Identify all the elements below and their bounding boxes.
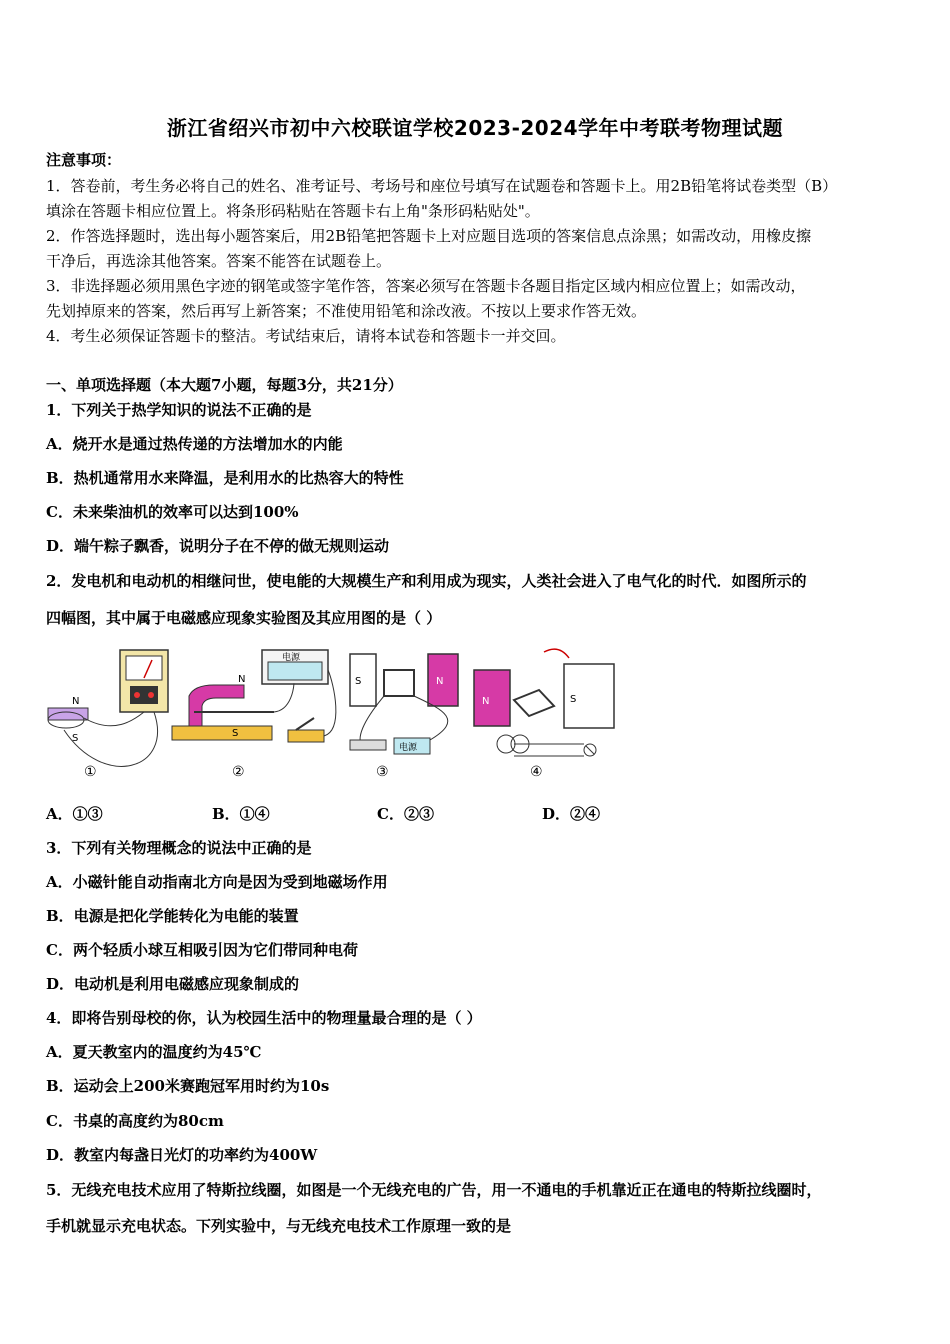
q5-stem-line2: 手机就显示充电状态。下列实验中，与无线充电技术工作原理一致的是	[46, 1217, 512, 1235]
q3-option-d: D．电动机是利用电磁感应现象制成的	[46, 975, 300, 993]
q4-option-c: C．书桌的高度约为80cm	[46, 1112, 224, 1130]
q2-stem-line1: 2．发电机和电动机的相继问世，使电能的大规模生产和利用成为现实，人类社会进入了电气化的时代．如图所示的	[46, 572, 807, 590]
page-title: 浙江省绍兴市初中六校联谊学校2023-2024学年中考联考物理试题	[166, 116, 784, 140]
q2-option-c: C．②③	[377, 805, 434, 823]
q4-option-d: D．教室内每盏日光灯的功率约为400W	[46, 1146, 318, 1164]
q4-option-b: B．运动会上200米赛跑冠军用时约为10s	[46, 1077, 330, 1095]
q3-option-a: A．小磁针能自动指南北方向是因为受到地磁场作用	[46, 873, 388, 891]
fig1-s-label: S	[72, 733, 79, 744]
figure-number-1: ①	[84, 764, 97, 780]
q3-option-b: B．电源是把化学能转化为电能的装置	[46, 907, 299, 925]
q1-stem: 1．下列关于热学知识的说法不正确的是	[46, 401, 312, 419]
fig4-s-label: S	[570, 694, 577, 705]
q1-option-d: D．端午粽子飘香，说明分子在不停的做无规则运动	[46, 537, 390, 555]
q3-stem: 3．下列有关物理概念的说法中正确的是	[46, 839, 312, 857]
q3-option-c: C．两个轻质小球互相吸引因为它们带同种电荷	[46, 941, 358, 959]
notice-line: 先划掉原来的答案，然后再写上新答案；不准使用铅笔和涂改液。不按以上要求作答无效。	[46, 302, 647, 320]
fig2-s-label: S	[232, 728, 239, 739]
notice-line: 2．作答选择题时，选出每小题答案后，用2B铅笔把答题卡上对应题目选项的答案信息点涂黑；如需改动，用橡皮擦	[46, 227, 812, 245]
fig4-n-label: N	[482, 696, 490, 707]
notice-line: 3．非选择题必须用黑色字迹的钢笔或签字笔作答，答案必须写在答题卡各题目指定区域内相应位置上；如需改动，	[46, 277, 806, 295]
q1-option-b: B．热机通常用水来降温，是利用水的比热容大的特性	[46, 469, 404, 487]
notice-line: 填涂在答题卡相应位置上。将条形码粘贴在答题卡右上角"条形码粘贴处"。	[46, 202, 540, 220]
q1-option-a: A．烧开水是通过热传递的方法增加水的内能	[46, 435, 343, 453]
q1-option-c: C．未来柴油机的效率可以达到100%	[46, 503, 299, 521]
q2-option-b: B．①④	[212, 805, 270, 823]
section-heading: 一、单项选择题（本大题7小题，每题3分，共21分）	[46, 376, 403, 394]
q2-figures	[44, 640, 624, 790]
q5-stem-line1: 5．无线充电技术应用了特斯拉线圈，如图是一个无线充电的广告，用一不通电的手机靠近正在通电的特斯拉线圈时，	[46, 1181, 822, 1199]
q2-stem-line2: 四幅图，其中属于电磁感应现象实验图及其应用图的是（ ）	[46, 609, 442, 627]
notice-line: 干净后，再选涂其他答案。答案不能答在试题卷上。	[46, 252, 392, 270]
fig1-n-label: N	[72, 696, 80, 707]
figure-number-2: ②	[232, 764, 245, 780]
notice-line: 4．考生必须保证答题卡的整洁。考试结束后，请将本试卷和答题卡一并交回。	[46, 327, 566, 345]
q4-option-a: A．夏天教室内的温度约为45℃	[46, 1043, 262, 1061]
figure-number-4: ④	[530, 764, 543, 780]
q2-option-a: A．①③	[46, 805, 103, 823]
fig2-n-label: N	[238, 674, 246, 685]
notice-line: 1．答卷前，考生务必将自己的姓名、准考证号、考场号和座位号填写在试题卷和答题卡上。用2B铅笔将试卷类型（B）	[46, 177, 838, 195]
fig3-power-label: 电源	[399, 743, 418, 753]
q2-option-d: D．②④	[542, 805, 601, 823]
notice-heading: 注意事项：	[46, 151, 122, 169]
figure-1-galvanometer-setup	[48, 650, 168, 766]
figure-4-coil-lamp-setup	[474, 649, 614, 756]
q4-stem: 4．即将告别母校的你，认为校园生活中的物理量最合理的是（ ）	[46, 1009, 482, 1027]
fig3-s-label: S	[355, 676, 362, 687]
figure-3-generator-setup	[350, 654, 458, 754]
figure-2-motor-setup	[172, 650, 336, 742]
fig2-power-label: 电源	[282, 653, 301, 663]
fig3-n-label: N	[436, 676, 444, 687]
figure-number-3: ③	[376, 764, 389, 780]
